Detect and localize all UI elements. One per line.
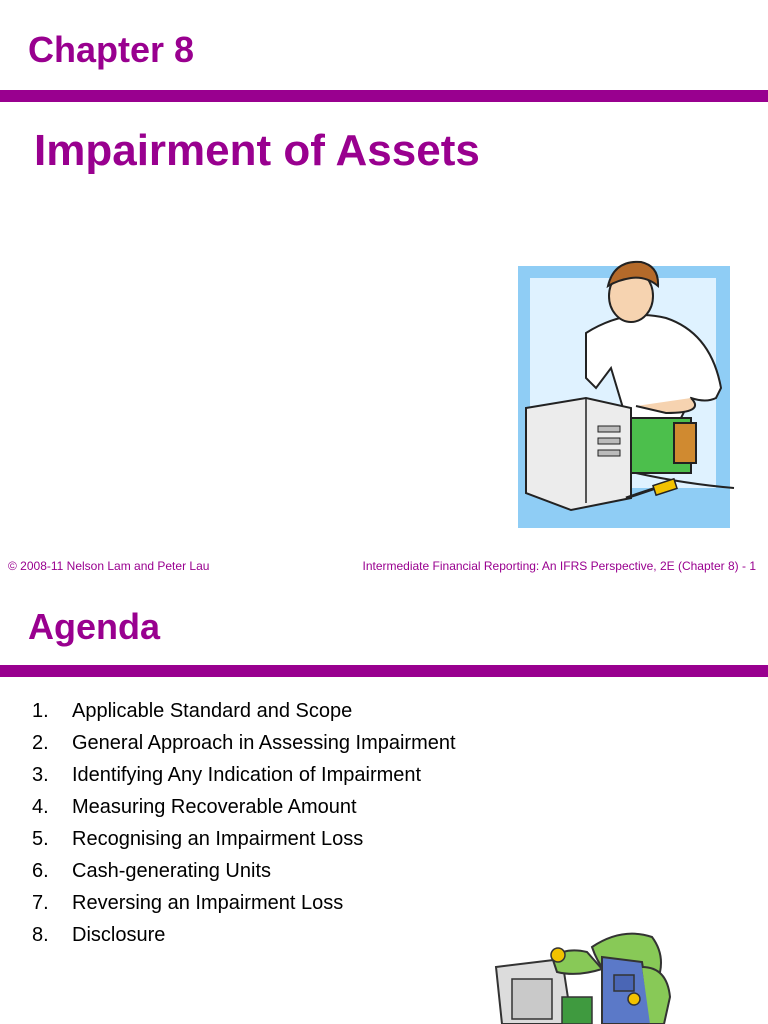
agenda-item-label: Recognising an Impairment Loss <box>72 828 364 850</box>
agenda-item-number: 5. <box>32 828 49 850</box>
copyright-footer: © 2008-11 Nelson Lam and Peter Lau <box>8 559 210 573</box>
agenda-item-number: 1. <box>32 700 49 722</box>
agenda-item-label: Applicable Standard and Scope <box>72 700 353 722</box>
slide-title: Impairment of Assets <box>34 126 480 175</box>
agenda-item <box>32 791 456 823</box>
agenda-item-number: 3. <box>32 764 49 786</box>
agenda-item <box>32 759 456 791</box>
agenda-item-number: 7. <box>32 892 49 914</box>
agenda-item-number: 4. <box>32 796 49 818</box>
agenda-item-label: General Approach in Assessing Impairment <box>72 732 456 754</box>
slide-2 <box>0 582 768 1024</box>
agenda-item-number: 2. <box>32 732 49 754</box>
book-footer: Intermediate Financial Reporting: An IFRS Perspective, 2E (Chapter 8) - 1 <box>362 559 756 573</box>
technician-repairing-computer-clipart <box>516 248 736 530</box>
agenda-item-label: Cash-generating Units <box>72 860 271 882</box>
agenda-item <box>32 919 456 951</box>
agenda-item <box>32 855 456 887</box>
chapter-label: Chapter 8 <box>28 29 195 70</box>
agenda-item-label: Identifying Any Indication of Impairment <box>72 764 422 786</box>
agenda-item <box>32 823 456 855</box>
agenda-item <box>32 727 456 759</box>
agenda-item <box>32 695 456 727</box>
agenda-title: Agenda <box>28 606 161 647</box>
worker-with-computer-clipart <box>492 927 692 1024</box>
agenda-item <box>32 887 456 919</box>
agenda-divider <box>0 665 768 677</box>
agenda-item-label: Reversing an Impairment Loss <box>72 892 344 914</box>
agenda-item-number: 6. <box>32 860 49 882</box>
title-divider <box>0 90 768 102</box>
agenda-item-label: Measuring Recoverable Amount <box>72 796 357 818</box>
agenda-item-number: 8. <box>32 924 49 946</box>
agenda-item-label: Disclosure <box>72 924 166 946</box>
agenda-list <box>32 695 456 951</box>
